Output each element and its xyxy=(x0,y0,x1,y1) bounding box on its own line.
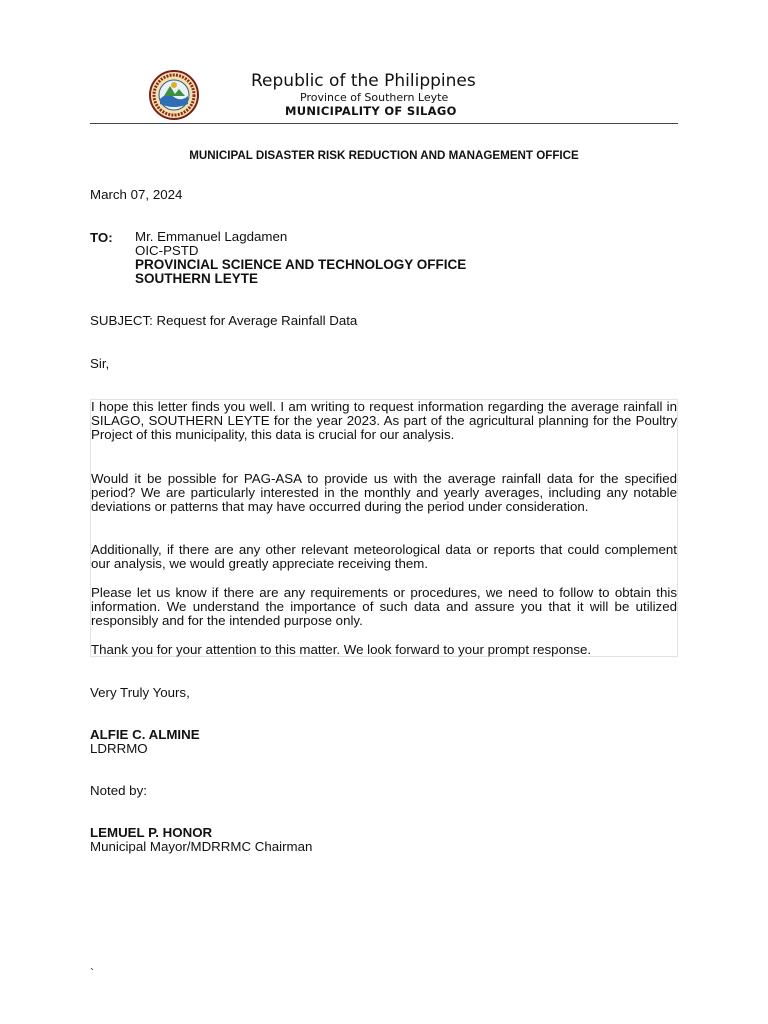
signatory-name: ALFIE C. ALMINE xyxy=(90,727,200,742)
recipient-office: PROVINCIAL SCIENCE AND TECHNOLOGY OFFICE xyxy=(135,257,467,272)
closing: Very Truly Yours, xyxy=(90,685,190,700)
noted-label: Noted by: xyxy=(90,783,147,798)
municipal-seal-icon xyxy=(144,70,204,120)
body-paragraph: Please let us know if there are any requirements or procedures, we need to follow to obtain this information. We understand the importance of such data and assure you that it will be utilized responsibly and for the intended purpose only. xyxy=(91,585,677,628)
header-divider xyxy=(90,123,678,124)
subject-line: SUBJECT: Request for Average Rainfall Data xyxy=(90,313,358,328)
recipient-block xyxy=(135,230,466,286)
recipient-name: Mr. Emmanuel Lagdamen xyxy=(135,229,288,244)
office-title: MUNICIPAL DISASTER RISK REDUCTION AND MANAGEMENT OFFICE xyxy=(189,149,579,162)
body-paragraph: Thank you for your attention to this matter. We look forward to your prompt response. xyxy=(91,642,592,657)
noter-name: LEMUEL P. HONOR xyxy=(90,825,213,840)
signatory-title: LDRRMO xyxy=(90,741,148,756)
country-title: Republic of the Philippines xyxy=(251,71,476,91)
body-paragraph: I hope this letter finds you well. I am writing to request information regarding the average rainfall in SILAGO, SOUTHERN LEYTE for the year 2023. As part of the agricultural planning for the Poultry Project of this municipality, this data is crucial for our analysis. xyxy=(91,399,677,442)
body-paragraph: Additionally, if there are any other relevant meteorological data or reports that could complement our analysis, we would greatly appreciate receiving them. xyxy=(91,542,677,571)
letter-date: March 07, 2024 xyxy=(90,187,183,202)
body-paragraph: Would it be possible for PAG-ASA to provide us with the average rainfall data for the specified period? We are particularly interested in the monthly and yearly averages, including any notable deviations or patterns that may have occurred during the period under consideration. xyxy=(91,471,677,514)
province-name: Province of Southern Leyte xyxy=(300,91,449,104)
footer-mark: ` xyxy=(90,966,94,980)
municipality-name: MUNICIPALITY OF SILAGO xyxy=(285,104,457,118)
to-label: TO: xyxy=(90,230,113,245)
recipient-location: SOUTHERN LEYTE xyxy=(135,271,259,286)
noter-title: Municipal Mayor/MDRRMC Chairman xyxy=(90,839,313,854)
salutation: Sir, xyxy=(90,356,110,371)
recipient-position: OIC-PSTD xyxy=(135,243,199,258)
